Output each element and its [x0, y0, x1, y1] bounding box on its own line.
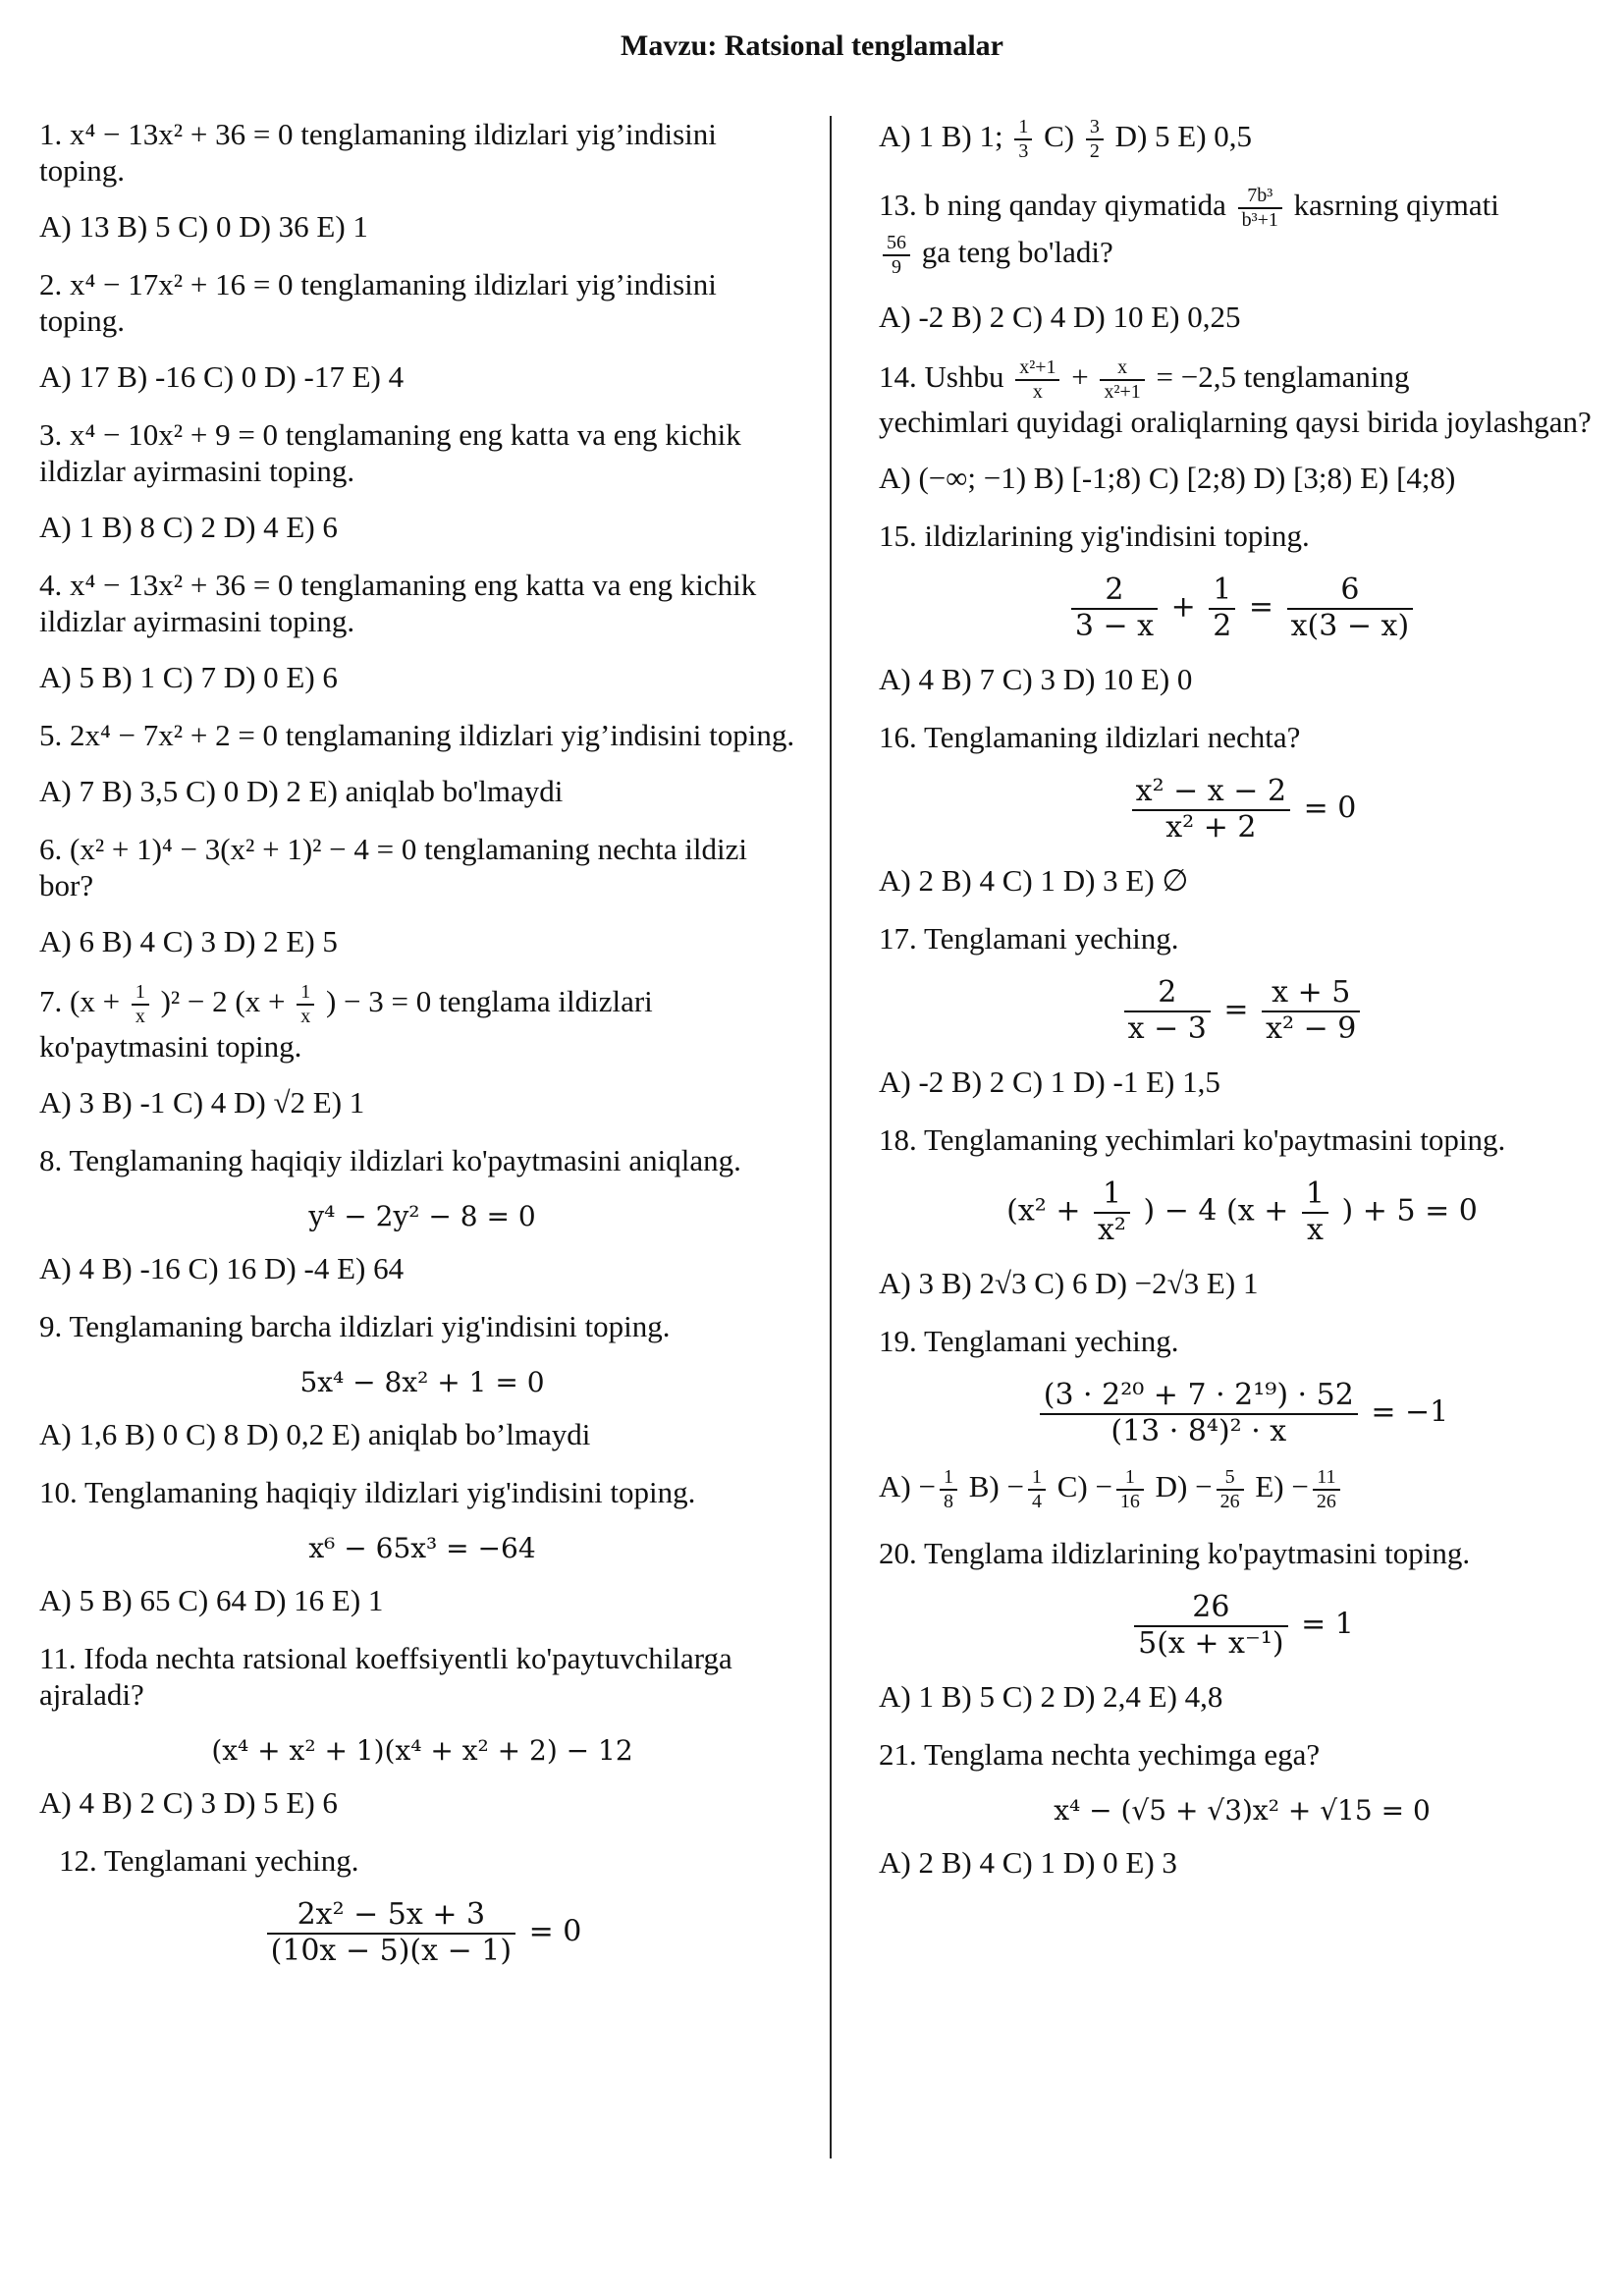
- denominator: 8: [943, 1491, 953, 1512]
- formula: [879, 1591, 1605, 1661]
- numerator: 3: [1086, 116, 1104, 140]
- answer-options: A) 3 B) -1 C) 4 D) √2 E) 1: [39, 1085, 365, 1120]
- denominator: x: [135, 1006, 145, 1027]
- answer-text: D) −: [1155, 1469, 1213, 1504]
- denominator: 16: [1119, 1491, 1140, 1512]
- question-text: = −2,5 tenglamaning: [1156, 359, 1410, 395]
- formula: x⁶ − 65x³ = −64: [308, 1532, 536, 1564]
- formula: y⁴ − 2y² − 8 = 0: [308, 1200, 536, 1232]
- question-text: 13. b ning qanday qiymatida: [879, 188, 1226, 223]
- answer-options: A) 2 B) 4 C) 1 D) 3 E) ∅: [879, 863, 1189, 898]
- denominator: 9: [892, 256, 901, 278]
- question-17: [879, 920, 1605, 956]
- fraction: [1262, 976, 1360, 1046]
- question-text: 3. x⁴ − 10x² + 9 = 0 tenglamaning eng katta va eng kichik ildizlar ayirmasini toping.: [39, 417, 741, 488]
- fraction: [1116, 1466, 1144, 1513]
- numerator: 2x² − 5x + 3: [267, 1898, 515, 1935]
- fraction: [1132, 775, 1290, 845]
- question-text: 7. (x +: [39, 984, 121, 1019]
- equals: =: [1223, 992, 1249, 1027]
- fraction: [1094, 1177, 1130, 1247]
- plus-sign: +: [1170, 589, 1196, 625]
- right-column: [879, 116, 1605, 1902]
- answer-options: A) 6 B) 4 C) 3 D) 2 E) 5: [39, 924, 338, 958]
- fraction: [1086, 116, 1104, 163]
- denominator: 3 − x: [1074, 608, 1155, 643]
- fraction: [1287, 574, 1414, 643]
- question-text: 11. Ifoda nechta ratsional koeffsiyentli ko'paytuvchilarga ajraladi?: [39, 1641, 732, 1712]
- formula: x⁴ − (√5 + √3)x² + √15 = 0: [1054, 1794, 1431, 1827]
- answer-text: D) 5 E) 0,5: [1114, 119, 1253, 154]
- fraction: [267, 1898, 515, 1968]
- formula: [879, 1379, 1605, 1448]
- column-divider: [830, 116, 832, 2158]
- numerator: 56: [883, 232, 910, 256]
- numerator: 1: [1014, 116, 1032, 140]
- equals: = 0: [528, 1914, 582, 1949]
- question-10: [39, 1474, 805, 1510]
- denominator: x(3 − x): [1290, 608, 1410, 643]
- denominator: 4: [1031, 1491, 1042, 1512]
- denominator: x: [300, 1006, 311, 1027]
- denominator: x − 3: [1127, 1010, 1207, 1046]
- fraction: [1100, 356, 1144, 404]
- question-16: [879, 719, 1605, 755]
- answer-options: A) 4 B) -16 C) 16 D) -4 E) 64: [39, 1251, 405, 1285]
- numerator: 5: [1217, 1466, 1244, 1491]
- numerator: 1: [1209, 574, 1235, 610]
- answer-options: A) -2 B) 2 C) 4 D) 10 E) 0,25: [879, 300, 1241, 334]
- denominator: 3: [1018, 140, 1029, 162]
- question-9: [39, 1308, 805, 1344]
- denominator: x: [1032, 381, 1043, 403]
- formula: [879, 574, 1605, 643]
- denominator: 26: [1316, 1491, 1336, 1512]
- fraction: [1028, 1466, 1046, 1513]
- fraction: [1124, 976, 1211, 1046]
- question-text: 9. Tenglamaning barcha ildizlari yig'indisini toping.: [39, 1309, 671, 1343]
- formula: (x⁴ + x² + 1)(x⁴ + x² + 2) − 12: [211, 1734, 633, 1767]
- numerator: 2: [1124, 976, 1211, 1012]
- question-4: [39, 567, 805, 639]
- numerator: 1: [297, 981, 314, 1006]
- fraction: [883, 232, 910, 279]
- question-2: [39, 266, 805, 339]
- question-text: ko'paytmasini toping.: [39, 1029, 302, 1064]
- question-text: 10. Tenglamaning haqiqiy ildizlari yig'indisini toping.: [39, 1475, 696, 1509]
- plus-sign: +: [1071, 359, 1089, 395]
- question-text: 18. Tenglamaning yechimlari ko'paytmasini toping.: [879, 1122, 1506, 1157]
- denominator: x²: [1098, 1212, 1126, 1247]
- numerator: 1: [132, 981, 149, 1006]
- question-text: 5. 2x⁴ − 7x² + 2 = 0 tenglamaning ildizlari yig’indisini toping.: [39, 718, 795, 752]
- numerator: x² − x − 2: [1132, 775, 1290, 811]
- denominator: 2: [1089, 140, 1100, 162]
- numerator: 1: [940, 1466, 957, 1491]
- question-text: kasrning qiymati: [1293, 188, 1499, 223]
- numerator: 6: [1287, 574, 1414, 610]
- question-11: [39, 1640, 805, 1713]
- answer-options: A) 4 B) 2 C) 3 D) 5 E) 6: [39, 1785, 338, 1820]
- numerator: 1: [1094, 1177, 1130, 1214]
- answer-options: A) 4 B) 7 C) 3 D) 10 E) 0: [879, 662, 1193, 696]
- question-1: [39, 116, 805, 189]
- question-text: 17. Tenglamani yeching.: [879, 921, 1179, 956]
- question-text: 16. Tenglamaning ildizlari nechta?: [879, 720, 1301, 754]
- question-text: 4. x⁴ − 13x² + 36 = 0 tenglamaning eng katta va eng kichik ildizlar ayirmasini toping.: [39, 568, 757, 638]
- answer-text: A) −: [879, 1469, 936, 1504]
- numerator: 7b³: [1238, 185, 1282, 209]
- question-text: ga teng bo'ladi?: [921, 235, 1113, 270]
- answer-options: A) 13 B) 5 C) 0 D) 36 E) 1: [39, 209, 368, 244]
- answer-options: [879, 116, 1605, 163]
- question-6: [39, 831, 805, 903]
- question-15: [879, 518, 1605, 554]
- question-text: 1. x⁴ − 13x² + 36 = 0 tenglamaning ildizlari yig’indisini toping.: [39, 117, 717, 188]
- answer-options: A) 7 B) 3,5 C) 0 D) 2 E) aniqlab bo'lmaydi: [39, 774, 564, 808]
- numerator: (3 · 2²⁰ + 7 · 2¹⁹) · 52: [1040, 1379, 1358, 1415]
- denominator: x²+1: [1104, 381, 1141, 403]
- formula: [39, 1898, 805, 1968]
- numerator: 11: [1313, 1466, 1340, 1491]
- equals: = 1: [1301, 1607, 1354, 1642]
- question-12: [39, 1842, 805, 1879]
- fraction: [940, 1466, 957, 1513]
- answer-options: A) 1 B) 8 C) 2 D) 4 E) 6: [39, 510, 338, 544]
- formula-part: ) + 5 = 0: [1341, 1193, 1478, 1229]
- fraction: [1071, 574, 1158, 643]
- fraction: [1015, 356, 1059, 404]
- answer-text: E) −: [1255, 1469, 1309, 1504]
- denominator: 26: [1219, 1491, 1240, 1512]
- question-text: yechimlari quyidagi oraliqlarning qaysi birida joylashgan?: [879, 405, 1592, 439]
- equals: = −1: [1371, 1394, 1449, 1430]
- question-7: [39, 981, 805, 1065]
- numerator: 2: [1071, 574, 1158, 610]
- answer-options: A) 1,6 B) 0 C) 8 D) 0,2 E) aniqlab bo’lmaydi: [39, 1417, 591, 1451]
- question-14: [879, 356, 1605, 440]
- denominator: 5(x + x⁻¹): [1138, 1625, 1284, 1661]
- answer-options: A) (−∞; −1) B) [-1;8) C) [2;8) D) [3;8) E) [4;8): [879, 461, 1456, 495]
- numerator: 1: [1028, 1466, 1046, 1491]
- question-text: 14. Ushbu: [879, 359, 1004, 395]
- fraction: [1313, 1466, 1340, 1513]
- fraction: [1217, 1466, 1244, 1513]
- answer-options: A) -2 B) 2 C) 1 D) -1 E) 1,5: [879, 1065, 1220, 1099]
- question-19: [879, 1323, 1605, 1359]
- page-title: Mavzu: Ratsional tenglamalar: [621, 29, 1003, 62]
- denominator: x: [1306, 1212, 1324, 1247]
- question-text: 2. x⁴ − 17x² + 16 = 0 tenglamaning ildizlari yig’indisini toping.: [39, 267, 717, 338]
- answer-text: B) −: [968, 1469, 1024, 1504]
- answer-text: A) 1 B) 1;: [879, 119, 1003, 154]
- fraction: [1209, 574, 1235, 643]
- formula-part: (x² +: [1006, 1193, 1081, 1229]
- question-text: 8. Tenglamaning haqiqiy ildizlari ko'paytmasini aniqlang.: [39, 1143, 741, 1177]
- answer-options: A) 5 B) 65 C) 64 D) 16 E) 1: [39, 1583, 384, 1617]
- answer-text: C): [1044, 119, 1075, 154]
- formula-part: ) − 4 (x +: [1143, 1193, 1289, 1229]
- fraction: [1134, 1591, 1287, 1661]
- fraction: [1302, 1177, 1328, 1247]
- question-text: 20. Tenglama ildizlarining ko'paytmasini toping.: [879, 1536, 1471, 1570]
- denominator: x² − 9: [1266, 1010, 1357, 1046]
- question-8: [39, 1142, 805, 1178]
- question-13: [879, 185, 1605, 279]
- numerator: 26: [1134, 1591, 1287, 1627]
- answer-options: A) 5 B) 1 C) 7 D) 0 E) 6: [39, 660, 338, 694]
- numerator: x + 5: [1262, 976, 1360, 1012]
- denominator: b³+1: [1241, 209, 1278, 231]
- fraction: [132, 981, 149, 1028]
- denominator: 2: [1213, 608, 1232, 643]
- answer-text: C) −: [1056, 1469, 1112, 1504]
- formula: [879, 1177, 1605, 1247]
- question-21: [879, 1736, 1605, 1773]
- question-text: 6. (x² + 1)⁴ − 3(x² + 1)² − 4 = 0 tenglamaning nechta ildizi bor?: [39, 832, 747, 902]
- denominator: (10x − 5)(x − 1): [270, 1933, 513, 1968]
- fraction: [1238, 185, 1282, 232]
- question-text: 21. Tenglama nechta yechimga ega?: [879, 1737, 1321, 1772]
- denominator: x² + 2: [1165, 809, 1257, 845]
- denominator: (13 · 8⁴)² · x: [1110, 1413, 1287, 1448]
- question-18: [879, 1121, 1605, 1158]
- numerator: 1: [1116, 1466, 1144, 1491]
- left-column: [39, 116, 805, 1986]
- question-20: [879, 1535, 1605, 1571]
- formula: [879, 775, 1605, 845]
- question-text: 15. ildizlarining yig'indisini toping.: [879, 519, 1310, 553]
- question-text: 12. Tenglamani yeching.: [59, 1843, 359, 1878]
- formula: [879, 976, 1605, 1046]
- numerator: x²+1: [1015, 356, 1059, 381]
- answer-options: A) 3 B) 2√3 C) 6 D) −2√3 E) 1: [879, 1266, 1259, 1300]
- answer-options: A) 2 B) 4 C) 1 D) 0 E) 3: [879, 1845, 1177, 1880]
- formula: 5x⁴ − 8x² + 1 = 0: [299, 1366, 545, 1398]
- question-text: 19. Tenglamani yeching.: [879, 1324, 1179, 1358]
- question-3: [39, 416, 805, 489]
- numerator: 1: [1302, 1177, 1328, 1214]
- question-text: )² − 2 (x +: [160, 984, 286, 1019]
- answer-options: A) 17 B) -16 C) 0 D) -17 E) 4: [39, 359, 405, 394]
- fraction: [1014, 116, 1032, 163]
- equals: =: [1248, 589, 1274, 625]
- numerator: x: [1100, 356, 1144, 381]
- question-5: [39, 717, 805, 753]
- answer-options: [879, 1466, 1605, 1513]
- question-text: ) − 3 = 0 tenglama ildizlari: [325, 984, 653, 1019]
- answer-options: A) 1 B) 5 C) 2 D) 2,4 E) 4,8: [879, 1679, 1223, 1714]
- fraction: [1040, 1379, 1358, 1448]
- fraction: [297, 981, 314, 1028]
- equals: = 0: [1303, 791, 1357, 826]
